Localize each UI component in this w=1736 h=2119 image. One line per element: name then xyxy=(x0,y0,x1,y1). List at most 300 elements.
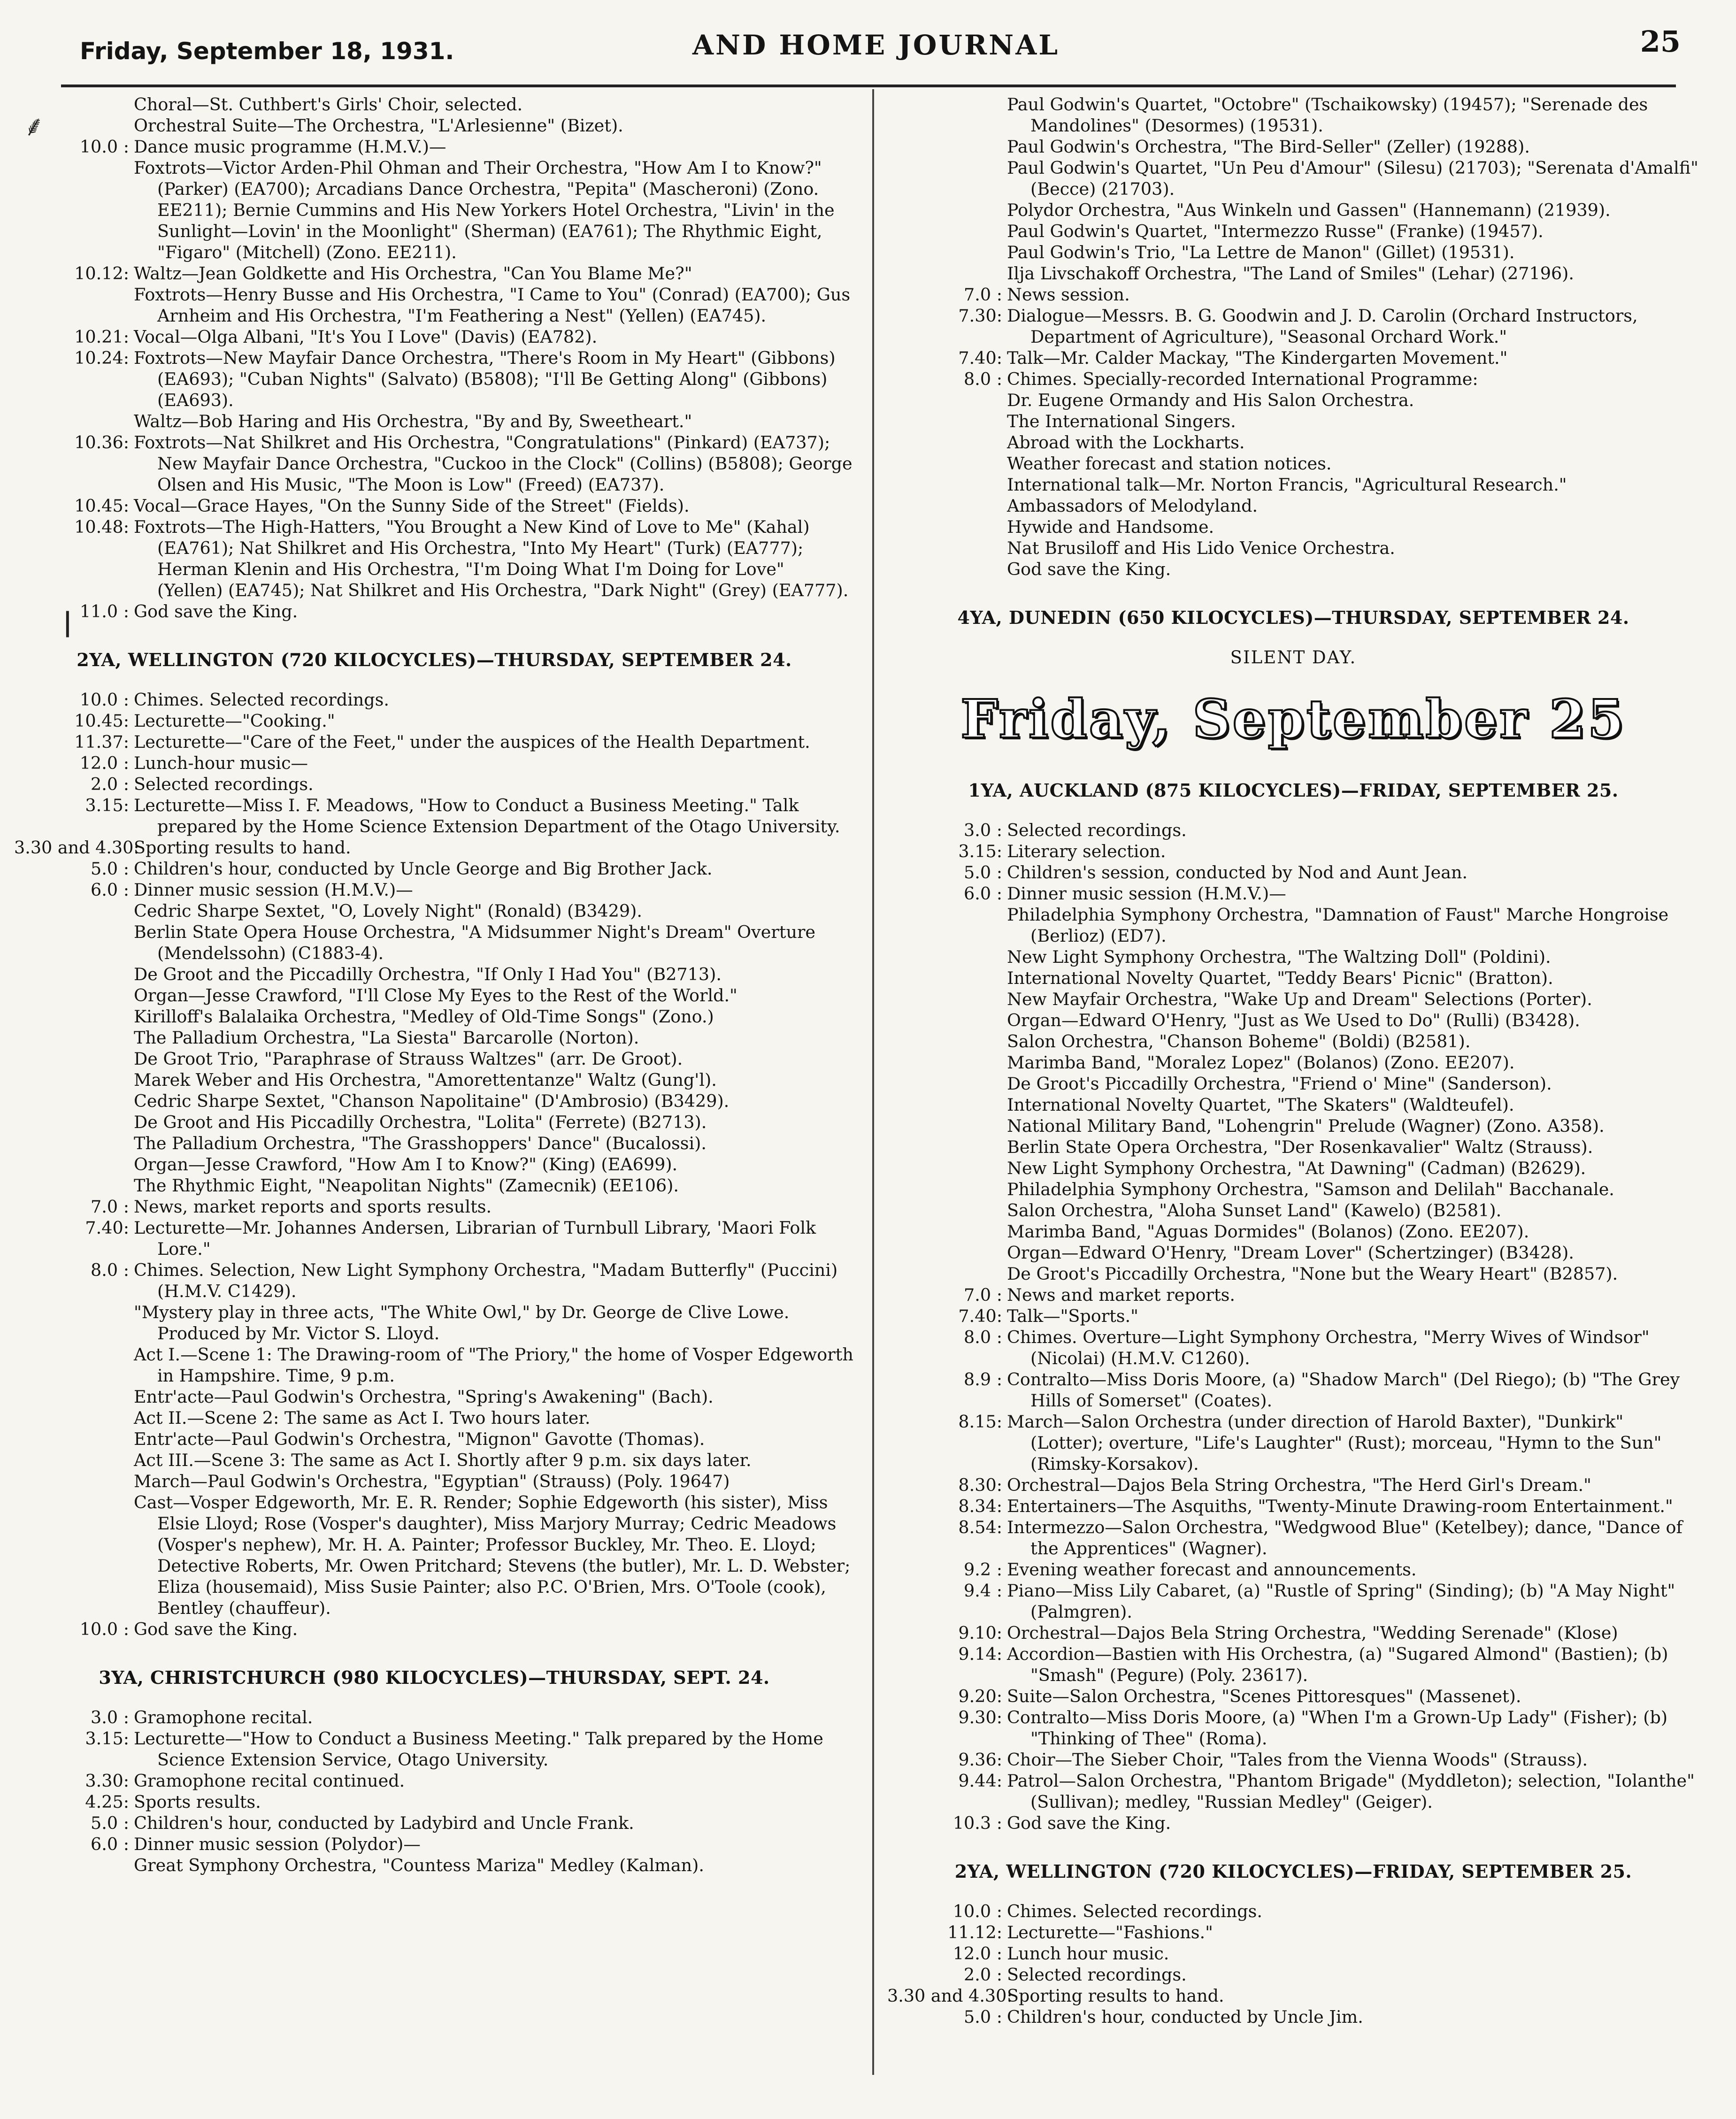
schedule-entry xyxy=(14,1834,854,1876)
entry-line: Intermezzo—Salon Orchestra, "Wedgwood Blue" (Ketelbey); dance, "Dance of the Apprentices" (Wagner). xyxy=(1007,1517,1682,1559)
entry-line: Ilja Livschakoff Orchestra, "The Land of Smiles" (Lehar) (27196). xyxy=(1007,263,1575,284)
entry-time: 3.0 : xyxy=(964,820,1002,840)
entry-time: 9.30: xyxy=(958,1707,1002,1727)
entry-time: 8.15: xyxy=(958,1412,1002,1432)
entry-text xyxy=(134,347,854,432)
entry-text xyxy=(1007,841,1699,862)
entry-time: 10.3 : xyxy=(952,1813,1002,1833)
entry-time: 3.30 and 4.30: xyxy=(887,1986,1013,2006)
entry-time: 9.10: xyxy=(958,1623,1002,1643)
entry-time: 3.30 and 4.30: xyxy=(14,837,139,858)
entry-time: 8.0 : xyxy=(964,369,1002,389)
schedule-entry xyxy=(887,1943,1699,1964)
entry-text xyxy=(1007,1305,1699,1327)
entry-time: 3.0 : xyxy=(91,1707,129,1727)
entry-line: De Groot's Piccadilly Orchestra, "Friend o' Mine" (Sanderson). xyxy=(1007,1074,1552,1094)
entry-text xyxy=(1007,862,1699,883)
schedule-entry xyxy=(887,1643,1699,1686)
schedule-entry xyxy=(14,795,854,837)
entry-line: Vocal—Grace Hayes, "On the Sunny Side of the Street" (Fields). xyxy=(134,496,690,516)
entry-line: God save the King. xyxy=(1007,1813,1171,1833)
entry-text xyxy=(1007,305,1699,347)
schedule-entry xyxy=(14,731,854,752)
entry-time: 9.20: xyxy=(958,1686,1002,1706)
entry-text xyxy=(1007,1517,1699,1559)
entry-time: 10.0 : xyxy=(79,137,129,157)
entry-line: Contralto—Miss Doris Moore, (a) "When I'm a Grown-Up Lady" (Fisher); (b) "Thinking of Thee" (Roma). xyxy=(1007,1707,1668,1749)
entry-line: Chimes. Selected recordings. xyxy=(1007,1901,1262,1921)
entry-line: Lecturette—Miss I. F. Meadows, "How to Conduct a Business Meeting." Talk prepared by the Home Science Extension Department of the Otago University. xyxy=(134,795,840,837)
entry-time: 10.0 : xyxy=(79,690,129,710)
entry-line: Weather forecast and station notices. xyxy=(1007,453,1332,474)
entry-line: Talk—"Sports." xyxy=(1007,1306,1138,1326)
entry-text xyxy=(1007,94,1699,284)
entry-line: Patrol—Salon Orchestra, "Phantom Brigade" (Myddleton); selection, "Iolanthe" (Sullivan); medley, "Russian Medley" (Geiger). xyxy=(1007,1771,1695,1812)
schedule-entry xyxy=(14,94,854,136)
entry-time: 11.12: xyxy=(947,1922,1002,1942)
entry-text xyxy=(134,94,854,136)
entry-line: Philadelphia Symphony Orchestra, "Samson and Delilah" Bacchanale. xyxy=(1007,1179,1614,1199)
entry-text xyxy=(1007,284,1699,305)
entry-text xyxy=(1007,1474,1699,1496)
schedule-entry xyxy=(14,1619,854,1640)
entry-time xyxy=(887,94,1007,284)
entry-line: Abroad with the Lockharts. xyxy=(1007,432,1245,453)
entry-line: Act III.—Scene 3: The same as Act I. Shortly after 9 p.m. six days later. xyxy=(134,1450,752,1470)
schedule-entry xyxy=(887,1707,1699,1749)
schedule-entry xyxy=(887,347,1699,369)
entry-line: Chimes. Selected recordings. xyxy=(134,690,389,710)
entry-text xyxy=(1007,1964,1699,1985)
entry-time: 7.0 : xyxy=(91,1197,129,1217)
schedule-entry xyxy=(14,263,854,326)
schedule-entry xyxy=(887,2006,1699,2027)
entry-time: 3.15: xyxy=(958,841,1002,861)
entry-line: Accordion—Bastien with His Orchestra, (a) "Sugared Almond" (Bastien); (b) "Smash" (Pegure) (Poly. 23617). xyxy=(1007,1644,1668,1685)
entry-line: Orchestral—Dajos Bela String Orchestra, "The Herd Girl's Dream." xyxy=(1007,1475,1591,1495)
entry-time: 2.0 : xyxy=(91,774,129,794)
entry-time: 3.30: xyxy=(85,1771,129,1791)
entry-time: 8.0 : xyxy=(964,1327,1002,1347)
entry-line: Foxtrots—Victor Arden-Phil Ohman and Their Orchestra, "How Am I to Know?" (Parker) (EA700); Arcadians Dance Orchestra, "Pepita" (Mascheroni) (Zono. EE211); Bernie Cummins and His New Yorkers Hotel Orchestra, "Livin' in the Sunlight—Lovin' in the Moonlight" (Sherman) (EA761); The Rhythmic Eight, "Figaro" (Mitchell) (Zono. EE211). xyxy=(134,158,835,262)
entry-text xyxy=(134,774,854,795)
schedule-entry xyxy=(14,1791,854,1812)
entry-text xyxy=(1007,1369,1699,1411)
entry-time: 5.0 : xyxy=(91,859,129,879)
entry-line: Marek Weber and His Orchestra, "Amorettentanze" Waltz (Gung'l). xyxy=(134,1070,717,1090)
margin-mark-2: ǀ xyxy=(63,606,72,638)
entry-text xyxy=(1007,1985,1699,2006)
entry-text xyxy=(1007,1559,1699,1580)
entry-line: New Light Symphony Orchestra, "At Dawning" (Cadman) (B2629). xyxy=(1007,1158,1586,1178)
entry-line: Act II.—Scene 2: The same as Act I. Two hours later. xyxy=(134,1408,591,1428)
schedule-entry xyxy=(14,1196,854,1217)
entry-line: Great Symphony Orchestra, "Countess Mariza" Medley (Kalman). xyxy=(134,1855,704,1875)
entry-line: Talk—Mr. Calder Mackay, "The Kindergarten Movement." xyxy=(1007,348,1508,368)
entry-time: 9.4 : xyxy=(964,1581,1002,1601)
entry-text xyxy=(1007,1327,1699,1369)
entry-text xyxy=(134,263,854,326)
entry-text xyxy=(134,858,854,879)
entry-line: "Mystery play in three acts, "The White Owl," by Dr. George de Clive Lowe. Produced by Mr. Victor S. Lloyd. xyxy=(134,1302,790,1344)
entry-line: Foxtrots—Henry Busse and His Orchestra, "I Came to You" (Conrad) (EA700); Gus Arnheim and His Orchestra, "I'm Feathering a Nest" (Yellen) (EA745). xyxy=(134,284,851,326)
entry-line: God save the King. xyxy=(134,1619,298,1639)
entry-time: 9.44: xyxy=(958,1771,1002,1791)
entry-line: De Groot and His Piccadilly Orchestra, "Lolita" (Ferrete) (B2713). xyxy=(134,1112,707,1132)
schedule-entry xyxy=(14,1707,854,1728)
station-heading: 1YA, AUCKLAND (875 KILOCYCLES)—FRIDAY, SEPTEMBER 25. xyxy=(968,780,1619,801)
entry-line: National Military Band, "Lohengrin" Prelude (Wagner) (Zono. A358). xyxy=(1007,1116,1605,1136)
schedule-entry xyxy=(887,1284,1699,1305)
schedule-entry xyxy=(887,1812,1699,1834)
day-banner-text: Friday, September 25 xyxy=(960,689,1626,750)
entry-line: Paul Godwin's Quartet, "Un Peu d'Amour" (Silesu) (21703); "Serenata d'Amalfi" (Becce) (21703). xyxy=(1007,158,1698,199)
journal-title: AND HOME JOURNAL xyxy=(692,29,1060,61)
entry-time: 11.0 : xyxy=(79,601,129,622)
entry-line: Chimes. Overture—Light Symphony Orchestra, "Merry Wives of Windsor" (Nicolai) (H.M.V. C1260). xyxy=(1007,1327,1650,1368)
entry-time: 2.0 : xyxy=(964,1965,1002,1985)
entry-text xyxy=(1007,1622,1699,1643)
schedule-entry xyxy=(14,689,854,710)
entry-line: Waltz—Jean Goldkette and His Orchestra, "Can You Blame Me?" xyxy=(134,263,692,284)
entry-line: News and market reports. xyxy=(1007,1285,1235,1305)
schedule-entry xyxy=(14,136,854,263)
entry-time: 9.2 : xyxy=(964,1559,1002,1580)
entry-text xyxy=(134,710,854,731)
entry-text xyxy=(134,1791,854,1812)
entry-text xyxy=(134,879,854,1196)
entry-text xyxy=(134,731,854,752)
schedule-entry xyxy=(887,1517,1699,1559)
entry-line: Waltz—Bob Haring and His Orchestra, "By and By, Sweetheart." xyxy=(134,411,692,431)
entry-time: 8.30: xyxy=(958,1475,1002,1495)
schedule-entry xyxy=(887,1559,1699,1580)
entry-time: 10.24: xyxy=(74,348,129,368)
column-divider xyxy=(872,89,874,2075)
entry-line: God save the King. xyxy=(1007,559,1171,579)
entry-text xyxy=(1007,1707,1699,1749)
entry-line: Berlin State Opera Orchestra, "Der Rosenkavalier" Waltz (Strauss). xyxy=(1007,1137,1593,1157)
entry-time: 3.15: xyxy=(85,795,129,815)
entry-line: Foxtrots—The High-Hatters, "You Brought a New Kind of Love to Me" (Kahal) (EA761); Nat Shilkret and His Orchestra, "Into My Heart" (Turk) (EA777); Herman Klenin and His Orchestra, "I'm Doing What I'm Doing for Love" (Yellen) (EA745); Nat Shilkret and His Orchestra, "Dark Night" (Grey) (EA777). xyxy=(134,517,849,600)
entry-line: Kirilloff's Balalaika Orchestra, "Medley of Old-Time Songs" (Zono.) xyxy=(134,1006,714,1027)
entry-line: Sporting results to hand. xyxy=(1007,1986,1224,2006)
entry-line: Lunch-hour music— xyxy=(134,753,308,773)
entry-time: 7.40: xyxy=(85,1218,129,1238)
schedule-entry xyxy=(887,1411,1699,1474)
schedule-entry xyxy=(14,1728,854,1770)
entry-line: Dialogue—Messrs. B. G. Goodwin and J. D. Carolin (Orchard Instructors, Department of Agriculture), "Seasonal Orchard Work." xyxy=(1007,306,1638,347)
entry-time: 7.0 : xyxy=(964,1285,1002,1305)
entry-line: International Novelty Quartet, "Teddy Bears' Picnic" (Bratton). xyxy=(1007,968,1553,988)
entry-line: The Rhythmic Eight, "Neapolitan Nights" (Zamecnik) (EE106). xyxy=(134,1175,679,1196)
entry-line: Selected recordings. xyxy=(134,774,314,794)
schedule-entry xyxy=(14,1217,854,1259)
entry-text xyxy=(1007,883,1699,1284)
entry-line: Entertainers—The Asquiths, "Twenty-Minute Drawing-room Entertainment." xyxy=(1007,1496,1673,1516)
margin-mark-1: ⸙ xyxy=(23,110,45,143)
entry-line: Vocal—Olga Albani, "It's You I Love" (Davis) (EA782). xyxy=(134,327,598,347)
entry-time: 6.0 : xyxy=(91,1834,129,1854)
entry-text xyxy=(134,1728,854,1770)
entry-text xyxy=(1007,1496,1699,1517)
station-heading: 4YA, DUNEDIN (650 KILOCYCLES)—THURSDAY, SEPTEMBER 24. xyxy=(957,607,1629,628)
schedule-entry xyxy=(887,1749,1699,1770)
schedule-entry xyxy=(887,1901,1699,1922)
schedule-entry xyxy=(887,284,1699,305)
page-header xyxy=(0,0,1736,89)
entry-text xyxy=(134,495,854,516)
entry-line: Children's hour, conducted by Uncle George and Big Brother Jack. xyxy=(134,859,713,879)
schedule-entry xyxy=(887,94,1699,284)
schedule-entry xyxy=(14,347,854,432)
entry-time: 8.34: xyxy=(958,1496,1002,1516)
entry-time: 7.0 : xyxy=(964,284,1002,305)
entry-time xyxy=(14,94,134,136)
schedule-entry xyxy=(887,820,1699,841)
station-heading: 2YA, WELLINGTON (720 KILOCYCLES)—FRIDAY, SEPTEMBER 25. xyxy=(954,1861,1632,1882)
entry-text xyxy=(1007,1901,1699,1922)
entry-line: International Novelty Quartet, "The Skaters" (Waldteufel). xyxy=(1007,1095,1514,1115)
schedule-entry xyxy=(14,837,854,858)
schedule-entry xyxy=(887,1580,1699,1622)
entry-line: Choral—St. Cuthbert's Girls' Choir, selected. xyxy=(134,94,523,115)
entry-line: Lecturette—"Fashions." xyxy=(1007,1922,1213,1942)
entry-time: 5.0 : xyxy=(964,862,1002,883)
schedule-entry xyxy=(887,1985,1699,2006)
schedule-entry xyxy=(14,601,854,622)
entry-text xyxy=(1007,2006,1699,2027)
schedule-entry xyxy=(14,858,854,879)
schedule-entry xyxy=(14,495,854,516)
entry-time: 10.12: xyxy=(74,263,129,284)
schedule-entry xyxy=(14,516,854,601)
entry-line: Philadelphia Symphony Orchestra, "Damnation of Faust" Marche Hongroise (Berlioz) (ED7). xyxy=(1007,905,1669,946)
schedule-entry xyxy=(14,1770,854,1791)
schedule-entry xyxy=(887,369,1699,580)
entry-line: Hywide and Handsome. xyxy=(1007,517,1214,537)
entry-line: De Groot's Piccadilly Orchestra, "None but the Weary Heart" (B2857). xyxy=(1007,1264,1618,1284)
entry-text xyxy=(134,1196,854,1217)
entry-time: 10.45: xyxy=(74,711,129,731)
entry-time: 12.0 : xyxy=(952,1943,1002,1964)
entry-text xyxy=(1007,1580,1699,1622)
issue-date: Friday, September 18, 1931. xyxy=(80,38,454,65)
entry-line: Cedric Sharpe Sextet, "O, Lovely Night" (Ronald) (B3429). xyxy=(134,901,642,921)
entry-line: News, market reports and sports results. xyxy=(134,1197,492,1217)
schedule-entry xyxy=(14,1259,854,1619)
entry-line: News session. xyxy=(1007,284,1130,305)
station-heading: 3YA, CHRISTCHURCH (980 KILOCYCLES)—THURSDAY, SEPT. 24. xyxy=(99,1667,770,1688)
schedule-entry xyxy=(887,1922,1699,1943)
entry-line: Lecturette—Mr. Johannes Andersen, Librarian of Turnbull Library, 'Maori Folk Lore." xyxy=(134,1218,816,1259)
entry-line: Ambassadors of Melodyland. xyxy=(1007,496,1258,516)
day-banner xyxy=(887,687,1699,752)
entry-line: International talk—Mr. Norton Francis, "Agricultural Research." xyxy=(1007,475,1567,495)
entry-line: Salon Orchestra, "Chanson Boheme" (Boldi) (B2581). xyxy=(1007,1031,1471,1052)
entry-line: Entr'acte—Paul Godwin's Orchestra, "Mignon" Gavotte (Thomas). xyxy=(134,1429,705,1449)
entry-text xyxy=(1007,1812,1699,1834)
entry-line: Dinner music session (H.M.V.)— xyxy=(134,880,413,900)
entry-text xyxy=(134,795,854,837)
entry-time: 5.0 : xyxy=(91,1813,129,1833)
entry-text xyxy=(1007,1686,1699,1707)
entry-line: Organ—Edward O'Henry, "Just as We Used to Do" (Rulli) (B3428). xyxy=(1007,1010,1580,1030)
entry-line: Organ—Jesse Crawford, "How Am I to Know?" (King) (EA699). xyxy=(134,1154,678,1175)
entry-text xyxy=(134,1619,854,1640)
entry-line: Lecturette—"How to Conduct a Business Meeting." Talk prepared by the Home Science Extension Service, Otago University. xyxy=(134,1728,823,1770)
entry-line: New Light Symphony Orchestra, "The Waltzing Doll" (Poldini). xyxy=(1007,947,1551,967)
schedule-entry xyxy=(887,841,1699,862)
entry-line: Marimba Band, "Moralez Lopez" (Bolanos) (Zono. EE207). xyxy=(1007,1052,1515,1073)
entry-line: Paul Godwin's Quartet, "Intermezzo Russe" (Franke) (19457). xyxy=(1007,221,1544,241)
page-number: 25 xyxy=(1640,24,1681,59)
entry-time: 10.36: xyxy=(74,432,129,453)
entry-text xyxy=(1007,1749,1699,1770)
entry-line: Orchestral Suite—The Orchestra, "L'Arlesienne" (Bizet). xyxy=(134,115,623,136)
entry-line: Dinner music session (Polydor)— xyxy=(134,1834,421,1854)
entry-line: De Groot and the Piccadilly Orchestra, "If Only I Had You" (B2713). xyxy=(134,964,722,984)
entry-text xyxy=(1007,820,1699,841)
entry-text xyxy=(134,432,854,495)
header-rule xyxy=(61,84,1676,87)
entry-text xyxy=(134,1770,854,1791)
schedule-entry xyxy=(887,1686,1699,1707)
entry-text xyxy=(134,1259,854,1619)
entry-line: Dr. Eugene Ormandy and His Salon Orchestra. xyxy=(1007,390,1414,410)
entry-line: Selected recordings. xyxy=(1007,1965,1187,1985)
entry-time: 7.40: xyxy=(958,1306,1002,1326)
entry-line: Foxtrots—Nat Shilkret and His Orchestra, "Congratulations" (Pinkard) (EA737); New Mayfair Dance Orchestra, "Cuckoo in the Clock" (Collins) (B5808); George Olsen and His Music, "The Moon is Low" (Freed) (EA737). xyxy=(134,432,853,495)
entry-line: The Palladium Orchestra, "The Grasshoppers' Dance" (Bucalossi). xyxy=(134,1133,707,1153)
entry-time: 8.54: xyxy=(958,1517,1002,1537)
entry-text xyxy=(1007,1284,1699,1305)
entry-time: 10.45: xyxy=(74,496,129,516)
entry-line: Contralto—Miss Doris Moore, (a) "Shadow March" (Del Riego); (b) "The Grey Hills of Somerset" (Coates). xyxy=(1007,1369,1680,1411)
entry-time: 10.48: xyxy=(74,517,129,537)
entry-line: Berlin State Opera House Orchestra, "A Midsummer Night's Dream" Overture (Mendelssohn) (C1883-4). xyxy=(134,922,815,963)
entry-line: God save the King. xyxy=(134,601,298,622)
entry-line: Foxtrots—New Mayfair Dance Orchestra, "There's Room in My Heart" (Gibbons) (EA693); "Cuban Nights" (Salvato) (B5808); "I'll Be Getting Along" (Gibbons) (EA693). xyxy=(134,348,836,410)
entry-line: March—Salon Orchestra (under direction of Harold Baxter), "Dunkirk" (Lotter); overture, "Life's Laughter" (Rust); morceau, "Hymn to the Sun" (Rimsky-Korsakov). xyxy=(1007,1412,1662,1474)
entry-line: Act I.—Scene 1: The Drawing-room of "The Priory," the home of Vosper Edgeworth in Hampshire. Time, 9 p.m. xyxy=(134,1344,853,1386)
entry-text xyxy=(1007,1643,1699,1686)
entry-line: Children's hour, conducted by Ladybird and Uncle Frank. xyxy=(134,1813,634,1833)
entry-line: Literary selection. xyxy=(1007,841,1166,861)
entry-line: March—Paul Godwin's Orchestra, "Egyptian" (Strauss) (Poly. 19647) xyxy=(134,1471,730,1491)
entry-time: 11.37: xyxy=(74,732,129,752)
entry-line: Lecturette—"Care of the Feet," under the auspices of the Health Department. xyxy=(134,732,810,752)
entry-line: Selected recordings. xyxy=(1007,820,1187,840)
entry-line: Dinner music session (H.M.V.)— xyxy=(1007,883,1286,904)
entry-line: Cedric Sharpe Sextet, "Chanson Napolitaine" (D'Ambrosio) (B3429). xyxy=(134,1091,730,1111)
schedule-entry xyxy=(887,1622,1699,1643)
entry-line: New Mayfair Orchestra, "Wake Up and Dream" Selections (Porter). xyxy=(1007,989,1592,1009)
entry-line: Salon Orchestra, "Aloha Sunset Land" (Kawelo) (B2581). xyxy=(1007,1200,1502,1221)
entry-line: Piano—Miss Lily Cabaret, (a) "Rustle of Spring" (Sinding); (b) "A May Night" (Palmgren). xyxy=(1007,1581,1675,1622)
entry-text xyxy=(134,601,854,622)
schedule-entry xyxy=(14,432,854,495)
entry-line: Evening weather forecast and announcements. xyxy=(1007,1559,1417,1580)
entry-time: 5.0 : xyxy=(964,2007,1002,2027)
silent-day-note: SILENT DAY. xyxy=(1230,647,1357,668)
entry-line: De Groot Trio, "Paraphrase of Strauss Waltzes" (arr. De Groot). xyxy=(134,1049,683,1069)
schedule-entry xyxy=(887,1496,1699,1517)
entry-line: The Palladium Orchestra, "La Siesta" Barcarolle (Norton). xyxy=(134,1028,639,1048)
entry-line: Paul Godwin's Quartet, "Octobre" (Tschaikowsky) (19457); "Serenade des Mandolines" (Desormes) (19531). xyxy=(1007,94,1648,136)
entry-line: Cast—Vosper Edgeworth, Mr. E. R. Render; Sophie Edgeworth (his sister), Miss Elsie Lloyd; Rose (Vosper's daughter), Miss Marjory Murray; Cedric Meadows (Vosper's nephew), Mr. H. A. Painter; Professor Buckley, Mr. Theo. E. Lloyd; Detective Roberts, Mr. Owen Pritchard; Stevens (the butler), Mr. L. D. Webster; Eliza (housemaid), Miss Susie Painter; also P.C. O'Brien, Mrs. O'Toole (cook), Bentley (chauffeur). xyxy=(134,1492,851,1618)
entry-line: Organ—Jesse Crawford, "I'll Close My Eyes to the Rest of the World." xyxy=(134,985,737,1006)
schedule-entry xyxy=(887,1770,1699,1812)
schedule-entry xyxy=(887,1474,1699,1496)
entry-line: Orchestral—Dajos Bela String Orchestra, "Wedding Serenade" (Klose) xyxy=(1007,1623,1618,1643)
entry-time: 10.0 : xyxy=(79,1619,129,1639)
schedule-entry xyxy=(14,1812,854,1834)
schedule-entry xyxy=(887,862,1699,883)
entry-line: Children's session, conducted by Nod and Aunt Jean. xyxy=(1007,862,1468,883)
entry-line: Sporting results to hand. xyxy=(134,837,351,858)
entry-text xyxy=(1007,1943,1699,1964)
entry-line: Chimes. Specially-recorded International Programme: xyxy=(1007,369,1478,389)
schedule-entry xyxy=(887,1305,1699,1327)
entry-line: Paul Godwin's Trio, "La Lettre de Manon" (Gillet) (19531). xyxy=(1007,242,1515,262)
entry-time: 7.40: xyxy=(958,348,1002,368)
entry-line: Children's hour, conducted by Uncle Jim. xyxy=(1007,2007,1363,2027)
entry-text xyxy=(134,1812,854,1834)
entry-time: 12.0 : xyxy=(79,753,129,773)
entry-time: 9.36: xyxy=(958,1750,1002,1770)
entry-text xyxy=(134,1217,854,1259)
entry-text xyxy=(1007,1770,1699,1812)
entry-line: Sports results. xyxy=(134,1792,261,1812)
entry-text xyxy=(1007,369,1699,580)
entry-text xyxy=(134,326,854,347)
entry-time: 10.21: xyxy=(74,327,129,347)
entry-time: 6.0 : xyxy=(91,880,129,900)
entry-time: 10.0 : xyxy=(952,1901,1002,1921)
entry-text xyxy=(1007,347,1699,369)
entry-line: Marimba Band, "Aguas Dormides" (Bolanos) (Zono. EE207). xyxy=(1007,1221,1529,1242)
entry-line: Organ—Edward O'Henry, "Dream Lover" (Schertzinger) (B3428). xyxy=(1007,1243,1574,1263)
entry-text xyxy=(134,136,854,263)
entry-text xyxy=(134,516,854,601)
entry-line: Polydor Orchestra, "Aus Winkeln und Gassen" (Hannemann) (21939). xyxy=(1007,200,1611,220)
entry-text xyxy=(134,1834,854,1876)
schedule-entry xyxy=(14,752,854,774)
schedule-entry xyxy=(887,305,1699,347)
entry-time: 3.15: xyxy=(85,1728,129,1749)
schedule-entry xyxy=(887,1964,1699,1985)
entry-text xyxy=(134,837,854,858)
entry-line: Entr'acte—Paul Godwin's Orchestra, "Spring's Awakening" (Bach). xyxy=(134,1387,714,1407)
schedule-entry xyxy=(14,879,854,1196)
entry-text xyxy=(1007,1411,1699,1474)
entry-time: 8.0 : xyxy=(91,1260,129,1280)
entry-text xyxy=(1007,1922,1699,1943)
entry-time: 6.0 : xyxy=(964,883,1002,904)
entry-line: Choir—The Sieber Choir, "Tales from the Vienna Woods" (Strauss). xyxy=(1007,1750,1588,1770)
entry-time: 9.14: xyxy=(958,1644,1002,1664)
entry-line: Dance music programme (H.M.V.)— xyxy=(134,137,446,157)
entry-time: 8.9 : xyxy=(964,1369,1002,1390)
entry-line: Gramophone recital. xyxy=(134,1707,313,1727)
entry-line: Lunch hour music. xyxy=(1007,1943,1169,1964)
entry-time: 4.25: xyxy=(85,1792,129,1812)
schedule-entry xyxy=(887,1327,1699,1369)
right-column xyxy=(887,94,1699,2027)
schedule-entry xyxy=(14,710,854,731)
entry-line: Gramophone recital continued. xyxy=(134,1771,405,1791)
